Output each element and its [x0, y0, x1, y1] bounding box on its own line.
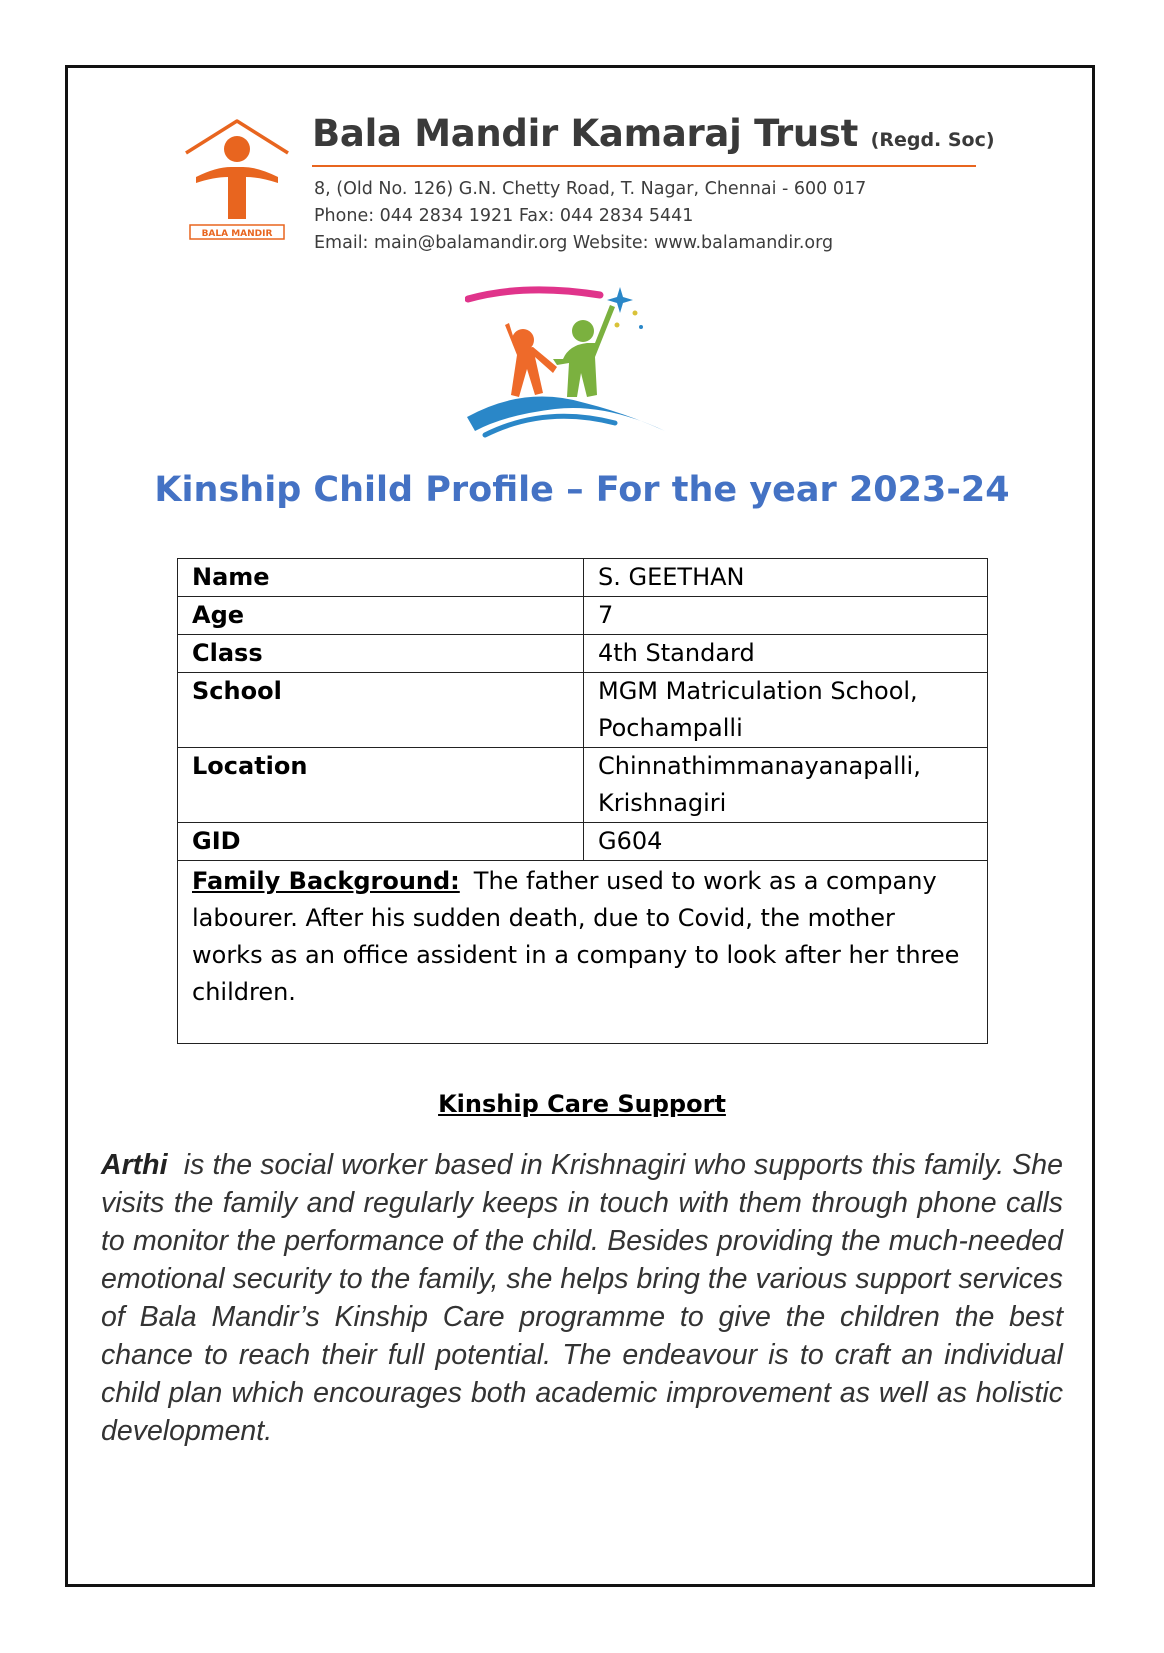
table-row [178, 597, 988, 635]
row-label-name: Name [178, 559, 584, 597]
organization-name [312, 112, 995, 155]
row-label-class: Class [178, 635, 584, 673]
organization-name-text: Bala Mandir Kamaraj Trust [312, 112, 859, 155]
organization-address: 8, (Old No. 126) G.N. Chetty Road, T. Nagar, Chennai - 600 017 [314, 179, 867, 199]
table-row [178, 861, 988, 1044]
organization-registration: (Regd. Soc) [870, 129, 995, 151]
row-label-school: School [178, 673, 584, 748]
row-label-location: Location [178, 748, 584, 823]
family-background-heading: Family Background: [192, 867, 460, 895]
table-row [178, 635, 988, 673]
family-background-cell [178, 861, 988, 1044]
row-label-age: Age [178, 597, 584, 635]
kinship-children-logo [465, 285, 695, 450]
table-row [178, 823, 988, 861]
family-background-text: The father used to work as a company labourer. After his sudden death, due to Covid, the mother works as an office assident in a company to look after her three children. [192, 867, 960, 1006]
row-value-school: MGM Matriculation School, Pochampalli [584, 673, 988, 748]
header-divider [312, 165, 976, 167]
row-label-gid: GID [178, 823, 584, 861]
child-profile-table [177, 558, 988, 1044]
organization-email: Email: main@balamandir.org Website: www.balamandir.org [314, 233, 834, 253]
support-section-title: Kinship Care Support [438, 1090, 726, 1118]
row-value-name: S. GEETHAN [584, 559, 988, 597]
row-value-class: 4th Standard [584, 635, 988, 673]
support-paragraph-text: is the social worker based in Krishnagiri who supports this family. She visits the family and regularly keeps in touch with them through phone calls to monitor the performance of the child. Besides providing the much-needed emotional security to the family, she helps bring the various support services of Bala Mandir’s Kinship Care programme to give the children the best chance to reach their full potential. The endeavour is to craft an individual child plan which encourages both academic improvement as well as holistic development. [101, 1149, 1064, 1447]
table-row [178, 559, 988, 597]
table-row [178, 748, 988, 823]
organization-contact [314, 176, 866, 257]
social-worker-name: Arthi [101, 1149, 168, 1181]
bala-mandir-logo [182, 115, 292, 255]
row-value-gid: G604 [584, 823, 988, 861]
row-value-age: 7 [584, 597, 988, 635]
organization-phone: Phone: 044 2834 1921 Fax: 044 2834 5441 [314, 206, 694, 226]
table-row [178, 673, 988, 748]
logo-caption: BALA MANDIR [201, 229, 273, 239]
row-value-location: Chinnathimmanayanapalli, Krishnagiri [584, 748, 988, 823]
profile-title: Kinship Child Profile – For the year 2023-24 [154, 470, 1010, 510]
support-paragraph [101, 1146, 1063, 1450]
